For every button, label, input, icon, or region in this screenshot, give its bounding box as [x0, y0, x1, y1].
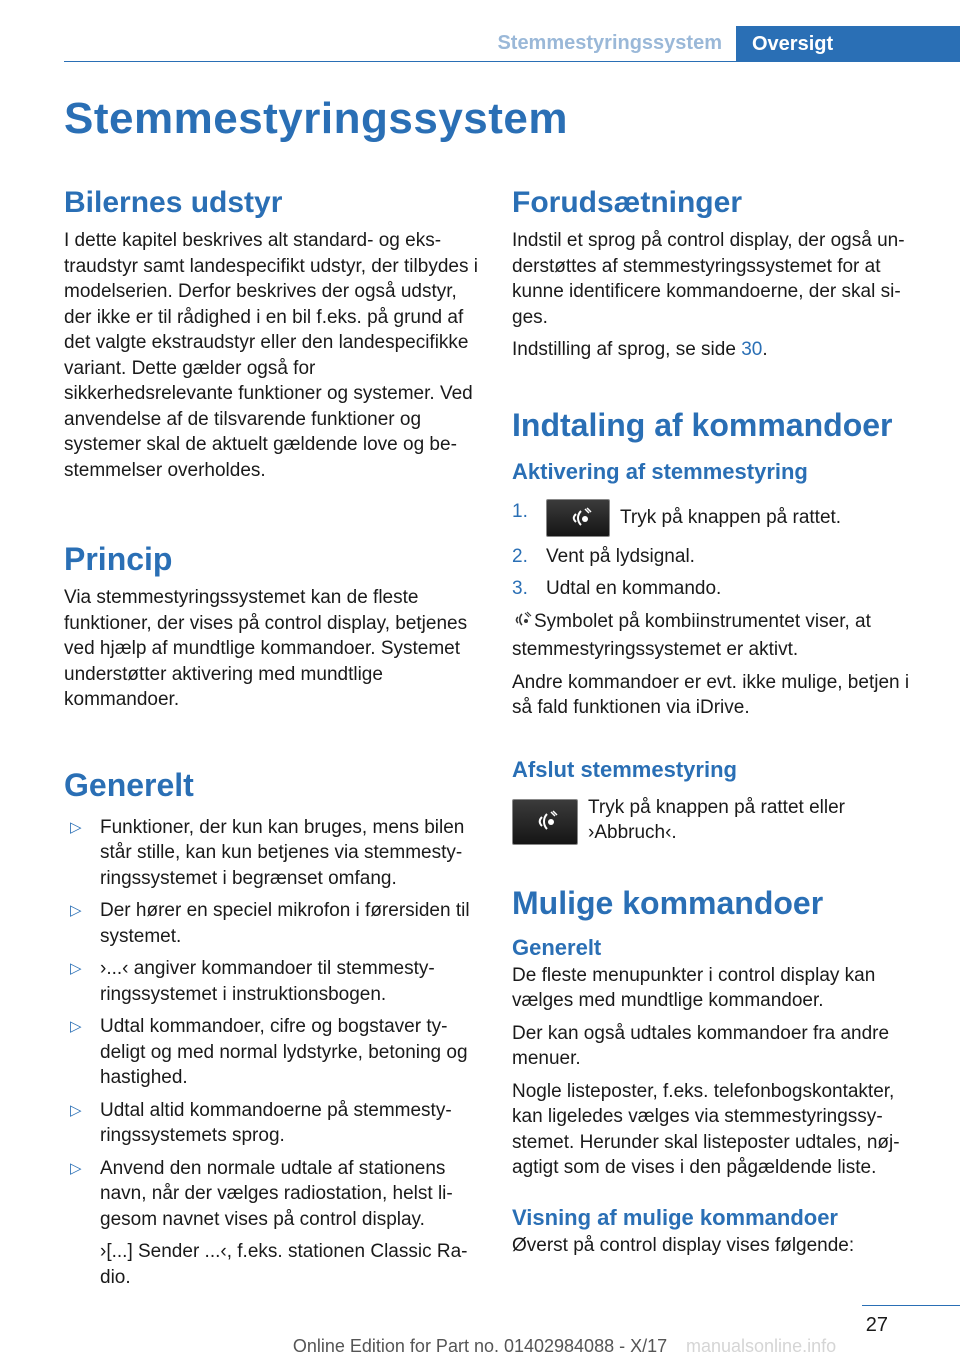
general-paragraph-1: De fleste menupunkter i control display kan vælges med mundtlige kommandoer.	[512, 964, 876, 1011]
page-link-30[interactable]: 30	[741, 339, 763, 360]
list-item: ▷ Anvend den normale udtale af stationens navn, når der vælges radiostation, helst ligesom navnet vises på control display. ›[...] Sender ...‹, f.eks. stationen Classic Radio.	[64, 1156, 482, 1291]
symbol-text: Symbolet på kombiinstrumentet viser, at stemmestyringssystemet er aktivt.	[512, 610, 871, 660]
triangle-bullet-icon: ▷	[70, 1159, 82, 1177]
triangle-bullet-icon: ▷	[70, 960, 82, 977]
left-column	[64, 184, 482, 1297]
step-item: 2. Vent på lydsignal.	[512, 545, 695, 567]
principle-heading: Princip	[64, 541, 173, 577]
language-setting-text: Indstilling af sprog, se side 30.	[512, 339, 768, 360]
prerequisites-heading: Forudsætninger	[512, 186, 742, 219]
principle-text: Via stemmestyringssystemet kan de fleste funktioner, der vises på control display, betjenes ved hjælp af mundtlige kommandoer. Systemet understøtter aktivering med mundtlige kommandoer.	[64, 587, 468, 710]
page-title: Stemmestyringssystem	[64, 94, 569, 143]
header-section-title: Stemmestyringssystem	[497, 32, 722, 54]
activation-steps	[512, 499, 928, 602]
right-column	[512, 184, 928, 1258]
list-item: ▷ Udtal kommandoer, cifre og bogstaver tydeligt og med normal lydstyrke, betoning og hastighed.	[70, 1016, 468, 1088]
triangle-bullet-icon: ▷	[70, 1018, 82, 1035]
prerequisites-text: Indstil et sprog på control display, der også understøttes af stemmestyringssystemet for at kunne identificere kommandoerne, der skal siges.	[512, 230, 905, 328]
activate-heading: Aktivering af stemmestyring	[512, 458, 808, 484]
general-list	[64, 815, 482, 1291]
other-commands-text: Andre kommandoer er evt. ikke mulige, betjen i så fald funktionen via iDrive.	[512, 671, 910, 718]
end-voice-text: Tryk på knappen på rattet eller ›Abbruch‹.	[588, 796, 845, 843]
display-commands-text: Øverst på control display vises følgende:	[512, 1234, 855, 1256]
equipment-text: I dette kapitel beskrives alt standard- og ekstraudstyr samt landespecifikt udstyr, der tilbydes i modelserien. Derfor beskrives der også udstyr, der ikke er til rådighed i en bil f.eks. på grund af det valgte ekstraudstyr eller den landespecifikke variant. Dette gælder også for sikkerhedsrelevante funktioner og systemer. Ved anvendelse af de tilsvarende funktioner og systemer skal de aktuelt gældende love og bestemmelser overholdes.	[64, 230, 478, 481]
triangle-bullet-icon: ▷	[70, 902, 82, 919]
list-item: ▷ ›...‹ angiver kommandoer til stemmestyringssystemet i instruktionsbogen.	[70, 958, 435, 1005]
step-item: 3. Udtal en kommando.	[512, 578, 722, 599]
step-item: 1. Tryk på knappen på rattet.	[512, 499, 928, 537]
end-voice-block	[512, 795, 928, 845]
voice-symbol-icon	[512, 610, 534, 638]
general-paragraph-3: Nogle listeposter, f.eks. telefonbogskontakter, kan ligeledes vælges via stemmestyringssystemet. Herunder skal listeposter udtales, nøjagtigt som de vises i den pågældende liste.	[512, 1080, 900, 1178]
list-item-subtext: ›[...] Sender ...‹, f.eks. stationen Classic Radio.	[100, 1241, 468, 1288]
end-voice-heading: Afslut stemmestyring	[512, 756, 737, 782]
display-commands-heading: Visning af mulige kommandoer	[512, 1204, 838, 1230]
general-paragraph-2: Der kan også udtales kommandoer fra andre menuer.	[512, 1022, 890, 1069]
list-item: ▷ Udtal altid kommandoerne på stemmestyringssystemets sprog.	[70, 1099, 452, 1146]
footer-edition: Online Edition for Part no. 01402984088 - X/17	[292, 1336, 668, 1356]
general-heading: Generelt	[64, 766, 194, 803]
triangle-bullet-icon: ▷	[70, 818, 82, 836]
header-tab-overview[interactable]: Oversigt	[736, 26, 960, 62]
watermark: manualsonline.info	[686, 1336, 837, 1356]
footer-rule	[862, 1305, 960, 1306]
page-header	[0, 26, 960, 62]
page-number: 27	[865, 1314, 888, 1336]
triangle-bullet-icon: ▷	[70, 1101, 82, 1119]
voice-button-icon	[546, 499, 610, 537]
list-item: ▷ Der hører en speciel mikrofon i førersiden til systemet.	[70, 900, 470, 947]
header-rule	[64, 61, 960, 62]
speak-commands-heading: Indtaling af kommandoer	[512, 406, 893, 443]
list-item: ▷ Funktioner, der kun kan bruges, mens bilen står stille, kan kun betjenes via stemmestyringssystemet i begrænset omfang.	[70, 816, 465, 889]
possible-commands-heading: Mulige kommandoer	[512, 884, 824, 921]
general-subheading: Generelt	[512, 934, 602, 960]
voice-button-icon	[512, 799, 578, 845]
equipment-heading: Bilernes udstyr	[64, 186, 283, 219]
